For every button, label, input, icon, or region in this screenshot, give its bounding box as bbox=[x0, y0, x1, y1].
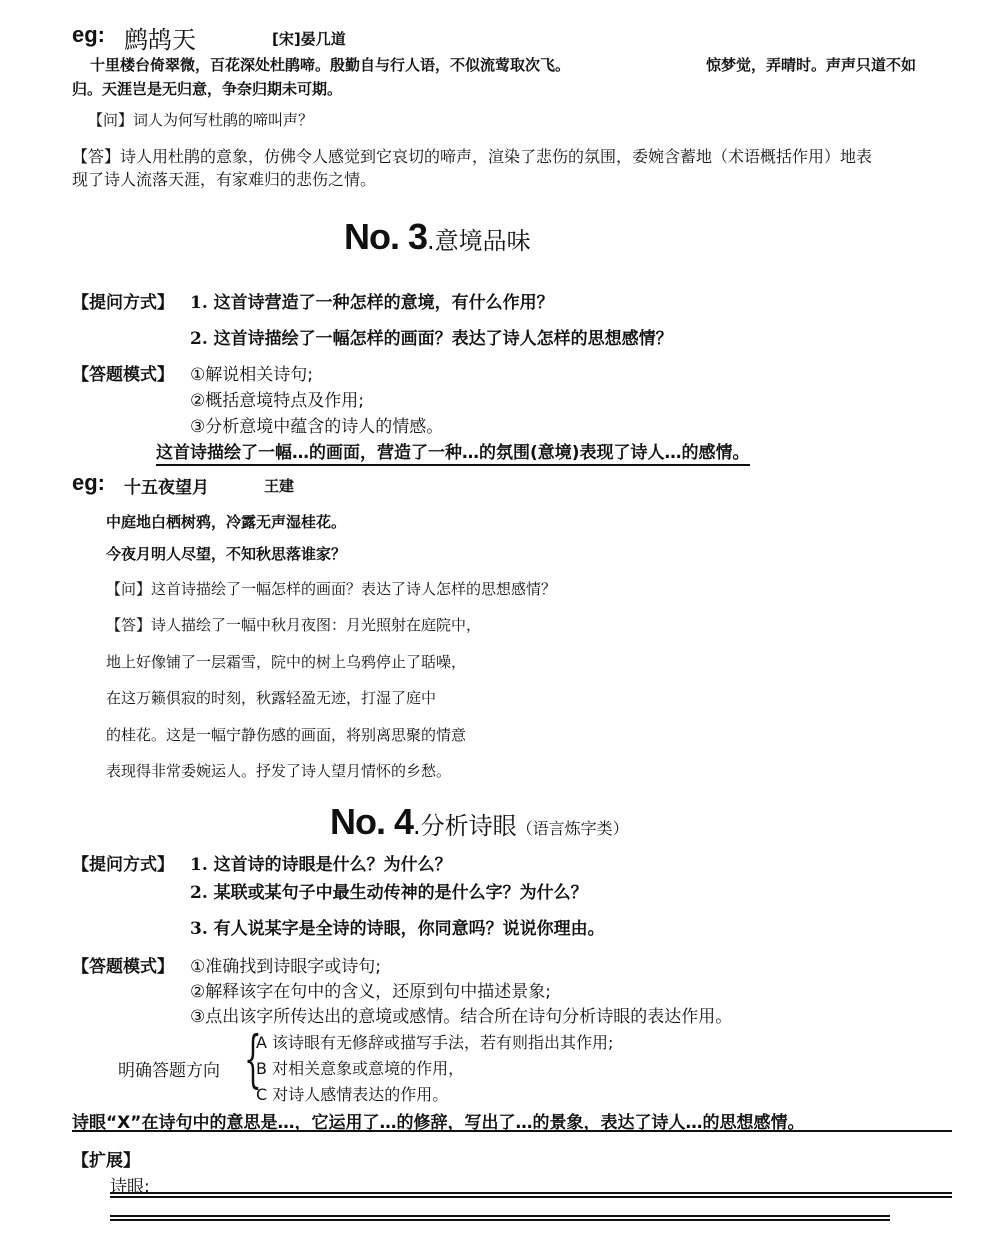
question: 【问】词人为何写杜鹃的啼叫声？ bbox=[88, 111, 314, 129]
poem-title: 十五夜望月 bbox=[124, 478, 209, 498]
answer-line: 【答】诗人用杜鹃的意象，仿佛令人感觉到它哀切的啼声，渲染了悲伤的氛围，委婉含蓄地（术语概括作用）地表 bbox=[72, 147, 873, 166]
eg-label: eg: bbox=[72, 470, 105, 495]
ask-item: 3. 有人说某字是全诗的诗眼，你同意吗？说说你理由。 bbox=[190, 919, 605, 939]
answer-line: 的桂花。这是一幅宁静伤感的画面，将别离思聚的情意 bbox=[106, 726, 467, 744]
ask-item: 2. 某联或某句子中最生动传神的是什么字？为什么？ bbox=[190, 883, 588, 903]
blank-line bbox=[110, 1196, 952, 1198]
section-heading bbox=[344, 216, 531, 258]
expand-label: 【扩展】 bbox=[72, 1151, 140, 1171]
mode-item: ②解释该字在句中的含义，还原到句中描述景象; bbox=[190, 982, 551, 1002]
answer-line: 地上好像铺了一层霜雪，院中的树上乌鸦停止了聒噪， bbox=[106, 653, 467, 671]
ask-label: 【提问方式】 bbox=[72, 293, 174, 313]
answer-template: 诗眼“X”在诗句中的意思是…，它运用了…的修辞，写出了…的景象，表达了诗人…的思想感情。 bbox=[72, 1113, 805, 1133]
poem-title: 鹧鸪天 bbox=[124, 26, 196, 54]
divider bbox=[72, 1130, 952, 1132]
ask-item: 1. 这首诗的诗眼是什么？为什么？ bbox=[190, 855, 452, 875]
ask-label: 【提问方式】 bbox=[72, 855, 174, 875]
section-number: No. 3 bbox=[344, 216, 428, 257]
section-number: No. 4 bbox=[330, 801, 414, 842]
section-heading bbox=[330, 801, 629, 843]
direction-item: C 对诗人感情表达的作用。 bbox=[256, 1085, 449, 1104]
mode-item: ①准确找到诗眼字或诗句; bbox=[190, 957, 381, 977]
section-title: .分析诗眼 bbox=[413, 812, 517, 840]
mode-item: ②概括意境特点及作用; bbox=[190, 391, 364, 411]
direction-label: 明确答题方向 bbox=[118, 1061, 220, 1081]
blank-line bbox=[110, 1192, 952, 1194]
poem-line: 归。天涯岂是无归意，争奈归期未可期。 bbox=[72, 80, 343, 98]
poem-author: 王建 bbox=[264, 477, 295, 495]
mode-item: ①解说相关诗句; bbox=[190, 365, 313, 385]
ask-item: 1. 这首诗营造了一种怎样的意境，有什么作用？ bbox=[190, 293, 554, 313]
poem-author: [宋]晏几道 bbox=[272, 30, 346, 48]
blank-line bbox=[110, 1215, 890, 1217]
direction-item: A 该诗眼有无修辞或描写手法，若有则指出其作用; bbox=[256, 1033, 614, 1052]
poem-line: 惊梦觉，弄晴时。声声只道不如 bbox=[706, 56, 917, 74]
answer-line: 在这万籁俱寂的时刻，秋露轻盈无迹，打湿了庭中 bbox=[106, 689, 437, 707]
mode-item: ③点出该字所传达出的意境或感情。结合所在诗句分析诗眼的表达作用。 bbox=[190, 1007, 733, 1027]
ask-item: 2. 这首诗描绘了一幅怎样的画面？表达了诗人怎样的思想感情？ bbox=[190, 329, 673, 349]
poem-line: 十里楼台倚翠微，百花深处杜鹃啼。殷勤自与行人语，不似流莺取次飞。 bbox=[90, 56, 571, 74]
mode-label: 【答题模式】 bbox=[72, 365, 174, 385]
poem-line: 中庭地白栖树鸦，冷露无声湿桂花。 bbox=[106, 513, 347, 531]
answer-line: 表现得非常委婉运人。抒发了诗人望月情怀的乡愁。 bbox=[106, 762, 452, 780]
answer-line: 现了诗人流落天涯，有家难归的悲伤之情。 bbox=[72, 170, 377, 189]
section-title: .意境品味 bbox=[427, 227, 531, 255]
answer-template: 这首诗描绘了一幅…的画面，营造了一种…的氛围(意境)表现了诗人…的感情。 bbox=[156, 438, 750, 466]
poem-line: 今夜月明人尽望，不知秋思落谁家？ bbox=[106, 545, 347, 563]
blank-line bbox=[110, 1219, 890, 1221]
mode-item: ③分析意境中蕴含的诗人的情感。 bbox=[190, 417, 444, 437]
brace-icon: { bbox=[244, 1022, 262, 1095]
section-subtitle: （语言炼字类） bbox=[516, 819, 629, 838]
direction-item: B 对相关意象或意境的作用， bbox=[256, 1059, 465, 1078]
eg-label: eg: bbox=[72, 22, 105, 47]
shiyan-label: 诗眼: bbox=[110, 1177, 150, 1197]
answer-line: 【答】诗人描绘了一幅中秋月夜图：月光照射在庭院中， bbox=[106, 616, 482, 634]
question: 【问】这首诗描绘了一幅怎样的画面？表达了诗人怎样的思想感情？ bbox=[106, 580, 557, 598]
mode-label: 【答题模式】 bbox=[72, 957, 174, 977]
